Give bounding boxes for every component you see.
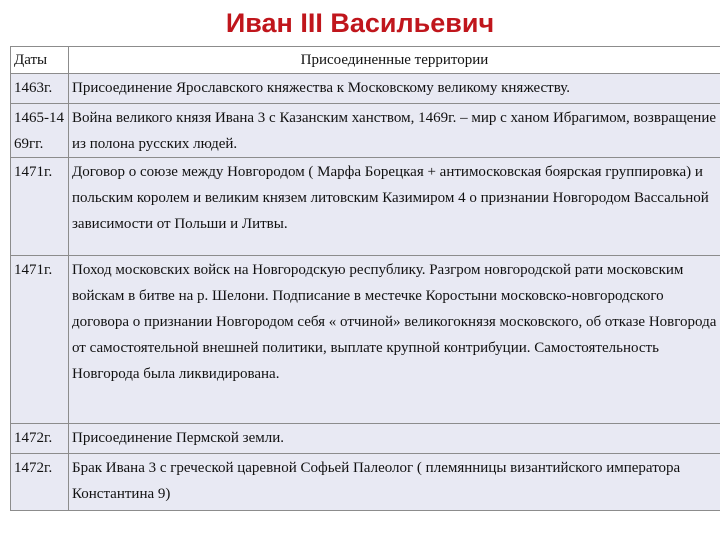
- table-header-row: [11, 47, 720, 74]
- row-date: 1471г.: [11, 256, 69, 424]
- table-row: [11, 104, 720, 158]
- row-date: 1472г.: [11, 424, 69, 454]
- table-row: [11, 158, 720, 256]
- row-text: Поход московских войск на Новгородскую республику. Разгром новгородской рати московским войскам в битве на р. Шелони. Подписание в местечке Коростыни московско-новгородского договора о признании Новгородом себя « отчиной» великогокнязя московского, об отказе Новгорода от самостоятельной внешней политики, выплате крупной контрибуции. Самостоятельность Новгорода была ликвидирована.: [69, 256, 720, 424]
- row-text: Присоединение Ярославского княжества к Московскому великому княжеству.: [69, 74, 720, 104]
- page-title: Иван III Васильевич: [225, 8, 495, 38]
- table-row: [11, 74, 720, 104]
- row-date: 1465-1469гг.: [11, 104, 69, 158]
- table-row: [11, 454, 720, 511]
- row-date: 1471г.: [11, 158, 69, 256]
- col-header-dates: Даты: [11, 47, 69, 74]
- territories-table: [10, 46, 720, 511]
- row-date: 1463г.: [11, 74, 69, 104]
- table-row: [11, 424, 720, 454]
- row-text: Война великого князя Ивана 3 с Казанским ханством, 1469г. – мир с ханом Ибрагимом, возвращение из полона русских людей.: [69, 104, 720, 158]
- row-text: Присоединение Пермской земли.: [69, 424, 720, 454]
- row-text: Брак Ивана 3 с греческой царевной Софьей Палеолог ( племянницы византийского императора Константина 9): [69, 454, 720, 511]
- col-header-territories: Присоединенные территории: [69, 47, 720, 74]
- row-date: 1472г.: [11, 454, 69, 511]
- row-text: Договор о союзе между Новгородом ( Марфа Борецкая + антимосковская боярская группировка) и польским королем и великим князем литовским Казимиром 4 о признании Новгородом Вассальной зависимости от Польши и Литвы.: [69, 158, 720, 256]
- table-row: [11, 256, 720, 424]
